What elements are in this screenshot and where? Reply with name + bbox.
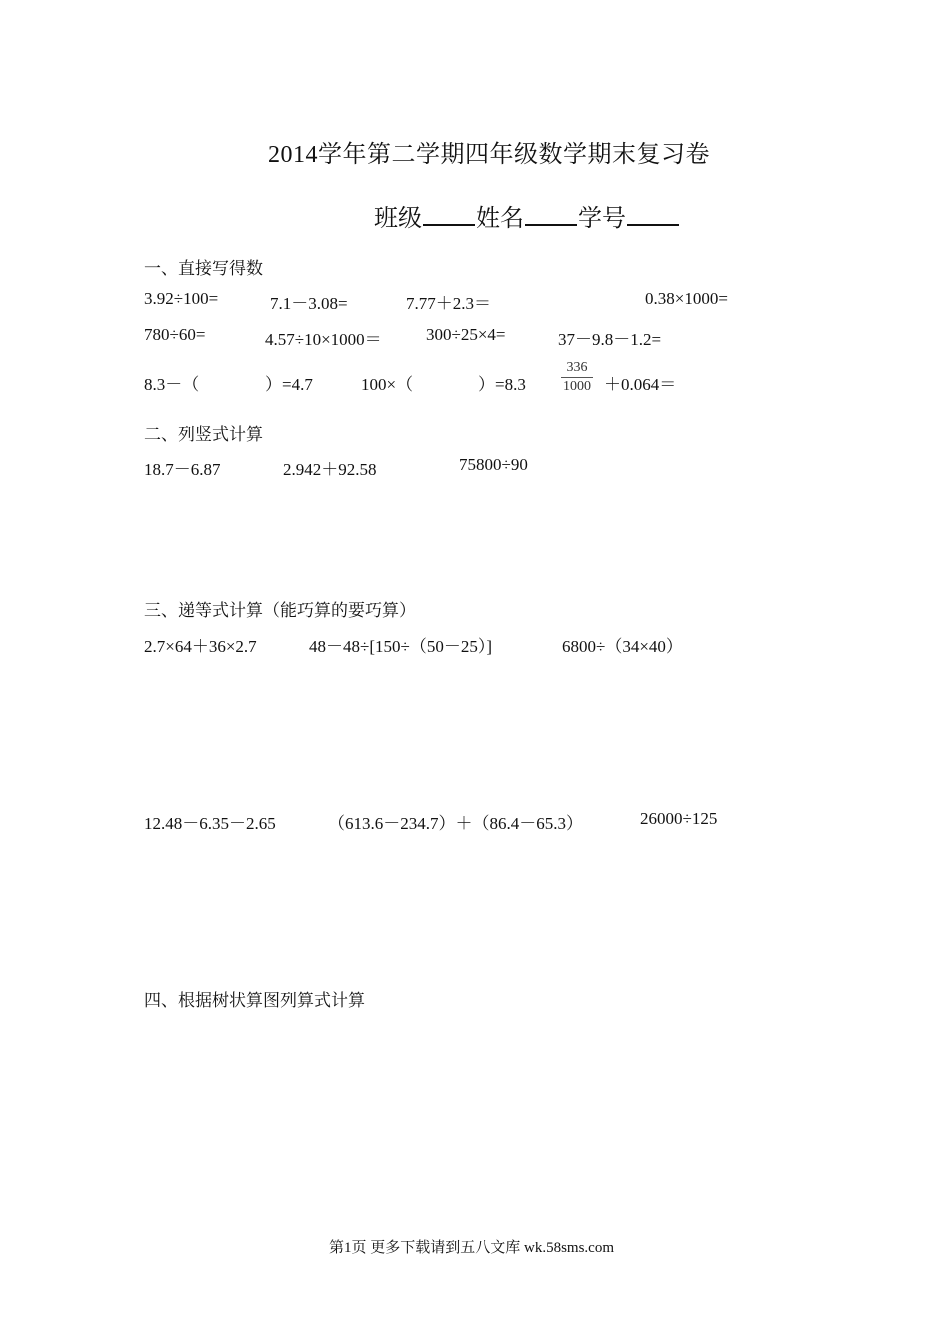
s1-r3-item2-after: ）=8.3 [478,375,526,394]
s1-r3-item3-after: ＋0.064＝ [604,375,677,394]
s3-r1-item3: 6800÷（34×40） [562,637,683,656]
section1-heading: 一、直接写得数 [144,259,263,278]
page-title: 2014学年第二学期四年级数学期末复习卷 [268,142,710,168]
section3-heading: 三、递等式计算（能巧算的要巧算） [144,601,416,620]
s1-r3-item1-before: 8.3－（ [144,375,200,394]
class-blank[interactable] [423,202,475,226]
s1-r3-item2-before: 100×（ [361,375,414,394]
fraction-bar [561,377,593,378]
s1-r1-item4: 0.38×1000= [645,289,728,308]
s3-r1-item2: 48－48÷[150÷（50－25）] [309,637,492,656]
class-label: 班级 [374,206,422,232]
s3-r2-item3: 26000÷125 [640,809,718,828]
s1-r1-item3: 7.77＋2.3＝ [406,294,491,313]
s2-item3: 75800÷90 [459,455,528,474]
student-info-line [374,198,680,233]
name-label: 姓名 [476,206,524,232]
s2-item2: 2.942＋92.58 [283,460,377,479]
name-blank[interactable] [525,202,577,226]
s3-r2-item2: （613.6－234.7）＋（86.4－65.3） [328,814,583,833]
fraction-denominator: 1000 [563,379,591,394]
id-blank[interactable] [627,202,679,226]
page-footer: 第1页 更多下载请到五八文库 wk.58sms.com [329,1240,615,1256]
s1-r2-item1: 780÷60= [144,325,206,344]
s2-item1: 18.7－6.87 [144,460,221,479]
fraction [561,360,593,395]
id-label: 学号 [578,206,626,232]
s3-r1-item1: 2.7×64＋36×2.7 [144,637,257,656]
s3-r2-item1: 12.48－6.35－2.65 [144,814,276,833]
section2-heading: 二、列竖式计算 [144,425,263,444]
s1-r1-item2: 7.1－3.08= [270,294,348,313]
section4-heading: 四、根据树状算图列算式计算 [144,991,365,1010]
s1-r2-item2: 4.57÷10×1000＝ [265,330,382,349]
s1-r1-item1: 3.92÷100= [144,289,219,308]
s1-r2-item3: 300÷25×4= [426,325,506,344]
s1-r2-item4: 37－9.8－1.2= [558,330,662,349]
fraction-numerator: 336 [566,360,588,375]
s1-r3-item1-after: ）=4.7 [265,375,313,394]
